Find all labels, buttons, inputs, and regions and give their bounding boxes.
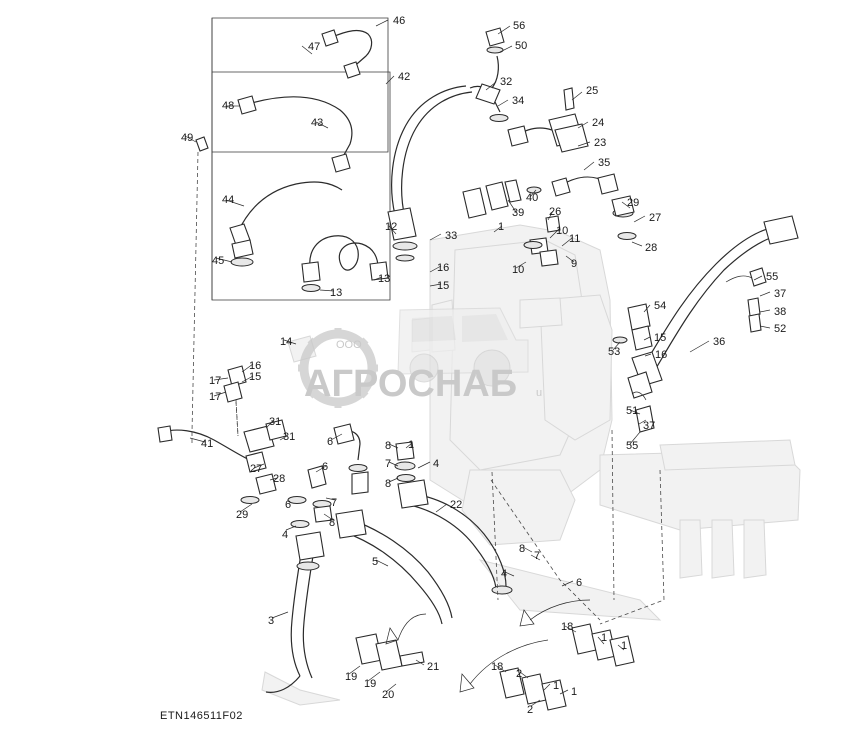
callout-28: 28: [645, 242, 658, 254]
callout-6: 6: [576, 577, 583, 589]
callout-18: 18: [561, 621, 574, 633]
pin-49: [192, 137, 208, 432]
callout-22: 22: [450, 499, 463, 511]
callout-25: 25: [586, 85, 599, 97]
watermark-suffix: u: [536, 387, 543, 399]
callout-53: 53: [608, 346, 621, 358]
callout-7: 7: [534, 550, 541, 562]
callout-31: 31: [283, 431, 296, 443]
callout-48: 48: [222, 100, 235, 112]
callout-45: 45: [212, 255, 225, 267]
callout-6: 6: [322, 461, 329, 473]
callout-3: 3: [268, 615, 275, 627]
callout-54: 54: [654, 300, 667, 312]
callout-56: 56: [513, 20, 526, 32]
callout-15: 15: [437, 280, 450, 292]
callout-1: 1: [571, 686, 578, 698]
callout-38: 38: [774, 306, 787, 318]
callout-55: 55: [626, 440, 639, 452]
callout-52: 52: [774, 323, 787, 335]
callout-20: 20: [382, 689, 395, 701]
callout-41: 41: [201, 438, 214, 450]
callout-7: 7: [331, 497, 338, 509]
machine-ghost-body: [262, 225, 800, 705]
callout-21: 21: [427, 661, 440, 673]
clamps-bottom-left: [356, 614, 426, 670]
callout-44: 44: [222, 194, 235, 206]
callout-47: 47: [308, 41, 321, 53]
callout-13: 13: [378, 273, 391, 285]
callout-16: 16: [655, 349, 668, 361]
callout-2: 2: [516, 668, 523, 680]
callout-32: 32: [500, 76, 513, 88]
callout-4: 4: [433, 458, 440, 470]
callout-43: 43: [311, 117, 324, 129]
callout-19: 19: [364, 678, 377, 690]
callout-11: 11: [569, 233, 581, 245]
callout-6: 6: [327, 436, 334, 448]
callout-19: 19: [345, 671, 358, 683]
hose-12: [302, 236, 391, 292]
callout-35: 35: [598, 157, 611, 169]
callout-1: 1: [498, 221, 505, 233]
callout-40: 40: [526, 192, 539, 204]
callout-39: 39: [512, 207, 525, 219]
hose-44: [230, 182, 342, 266]
callout-37: 37: [643, 420, 656, 432]
callout-15: 15: [654, 332, 667, 344]
callout-23: 23: [594, 137, 607, 149]
hose-3: [266, 529, 324, 692]
hose-47: [322, 30, 372, 78]
callout-1: 1: [601, 632, 608, 644]
callout-4: 4: [501, 568, 508, 580]
callout-46: 46: [393, 15, 406, 27]
callout-31: 31: [269, 416, 282, 428]
clamps-group-left: [224, 366, 246, 436]
hose-32: [470, 28, 508, 122]
callout-15: 15: [249, 371, 262, 383]
callout-1: 1: [553, 680, 560, 692]
callout-2: 2: [527, 704, 534, 716]
callout-17: 17: [209, 375, 222, 387]
callout-33: 33: [445, 230, 458, 242]
callout-24: 24: [592, 117, 605, 129]
callout-12: 12: [385, 221, 398, 233]
callout-34: 34: [512, 95, 525, 107]
callout-29: 29: [236, 509, 249, 521]
callout-27: 27: [649, 212, 662, 224]
callout-8: 8: [519, 543, 526, 555]
part-number-label: ETN146511F02: [160, 710, 243, 722]
callout-50: 50: [515, 40, 528, 52]
callout-1: 1: [621, 640, 628, 652]
hose-43: [238, 96, 352, 172]
callout-8: 8: [385, 440, 392, 452]
callout-8: 8: [329, 517, 336, 529]
callout-29: 29: [627, 197, 640, 209]
callout-27: 27: [250, 463, 263, 475]
callout-18: 18: [491, 661, 504, 673]
callout-28: 28: [273, 473, 286, 485]
callout-51: 51: [626, 405, 639, 417]
hose-5: [336, 510, 452, 624]
callout-5: 5: [372, 556, 379, 568]
callout-8: 8: [385, 478, 392, 490]
callout-10: 10: [556, 225, 569, 237]
watermark-line2: АГРОСНАБ: [304, 363, 518, 405]
callout-4: 4: [282, 529, 289, 541]
callout-1: 1: [408, 439, 415, 451]
callout-6: 6: [285, 499, 292, 511]
callout-13: 13: [330, 287, 343, 299]
callout-42: 42: [398, 71, 411, 83]
callout-55: 55: [766, 271, 779, 283]
callout-9: 9: [571, 258, 578, 270]
watermark-line1: ООО: [336, 339, 362, 351]
callout-17: 17: [209, 391, 222, 403]
callout-7: 7: [385, 458, 392, 470]
callout-37: 37: [774, 288, 787, 300]
callout-49: 49: [181, 132, 194, 144]
callout-36: 36: [713, 336, 726, 348]
callout-10: 10: [512, 264, 525, 276]
callout-14: 14: [280, 336, 293, 348]
callout-26: 26: [549, 206, 562, 218]
callout-16: 16: [249, 360, 262, 372]
callout-16: 16: [437, 262, 450, 274]
